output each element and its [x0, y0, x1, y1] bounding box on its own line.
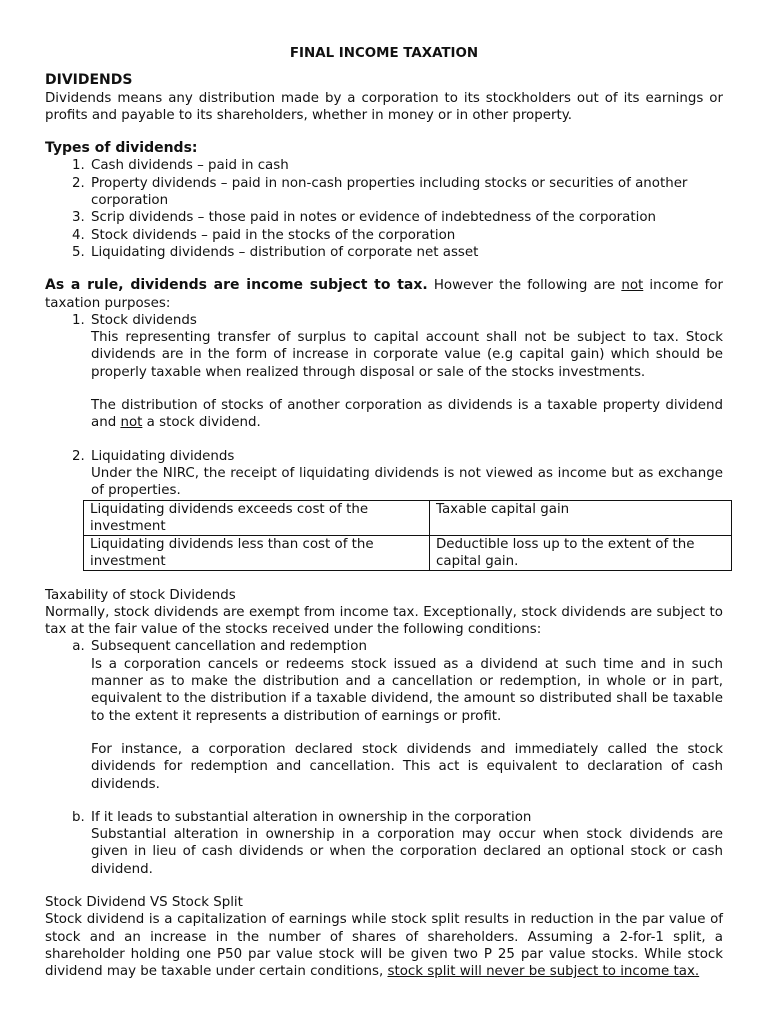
split-heading: Stock Dividend VS Stock Split — [45, 894, 243, 910]
list-item — [89, 312, 723, 448]
split-text: Stock dividend is a capitalization of earnings while stock split results in reduction in the par value of stock and an increase in the number of shares of shareholders. Assuming a 2-for-1 split, a shareholder holding one P50 par value stock will be given two P 25 par value stocks. While stock dividend may be taxable under certain conditions, — [45, 912, 723, 980]
list-item — [89, 809, 723, 878]
condition-b-label: b. If it leads to substantial alteration in ownership in the corporation — [91, 809, 532, 825]
liquidating-table — [83, 500, 732, 571]
liquidating-para: Under the NIRC, the receipt of liquidating dividends is not viewed as income but as exchange of properties. — [91, 465, 723, 499]
list-item — [89, 448, 723, 500]
rule-paragraph — [45, 277, 723, 312]
list-item: 4. Stock dividends – paid in the stocks of the corporation — [89, 227, 723, 244]
list-item: 5. Liquidating dividends – distribution of corporate net asset — [89, 244, 723, 261]
taxability-intro: Normally, stock dividends are exempt from income tax. Exceptionally, stock dividends are subject to tax at the fair value of the stocks received under the following conditions: — [45, 604, 723, 638]
split-underlined: stock split will never be subject to income tax. — [387, 964, 700, 980]
condition-a-para2: For instance, a corporation declared stock dividends and immediately called the stock dividends for redemption and cancellation. This act is equivalent to declaration of cash dividends. — [91, 741, 723, 792]
list-item: 3. Scrip dividends – those paid in notes or evidence of indebtedness of the corporation — [89, 209, 723, 226]
stock-dividends-label: 1. Stock dividends — [91, 312, 197, 328]
liquidating-label: 2. Liquidating dividends — [91, 448, 235, 464]
table-row — [84, 500, 732, 535]
rule-text-after: income for taxation purposes: — [45, 278, 723, 311]
condition-a-label: a. Subsequent cancellation and redemption — [91, 639, 367, 655]
condition-b-para: Substantial alteration in ownership in a corporation may occur when stock dividends are given in lieu of cash dividends or when the corporation declared an optional stock or cash dividend. — [91, 827, 723, 877]
para2-not-word: not — [120, 415, 143, 431]
table-cell: Taxable capital gain — [430, 500, 732, 535]
list-item: 2. Property dividends – paid in non-cash properties including stocks or securities of another corporation — [89, 175, 723, 210]
rule-not-word: not — [621, 278, 644, 294]
condition-a-para1: Is a corporation cancels or redeems stock issued as a dividend at such time and in such manner as to make the distribution and a cancellation or redemption, in whole or in part, equivalent to the distribution if a taxable dividend, the amount so distributed shall be taxable to the extent it represents a distribution of earnings or profit. — [91, 656, 723, 724]
para2-before: The distribution of stocks of another corporation as dividends is a taxable property dividend and — [91, 398, 723, 431]
list-item — [89, 638, 723, 808]
table-row — [84, 535, 732, 570]
stock-dividends-para1: This representing transfer of surplus to capital account shall not be subject to tax. Stock dividends are in the form of increase in corporate value (e.g capital gain) which should be properly taxable when realized through disposal or sale of the stocks investments. — [91, 330, 723, 380]
document-title: FINAL INCOME TAXATION — [289, 46, 479, 61]
stock-dividends-para2 — [91, 397, 723, 432]
types-heading: Types of dividends: — [45, 140, 198, 157]
dividends-definition: Dividends means any distribution made by a corporation to its stockholders out of its earnings or profits and payable to its shareholders, whether in money or in other property. — [45, 90, 723, 123]
list-item: 1. Cash dividends – paid in cash — [89, 157, 723, 174]
types-list — [45, 157, 723, 261]
table-cell: Liquidating dividends less than cost of the investment — [84, 535, 430, 570]
split-paragraph — [45, 911, 723, 980]
table-cell: Liquidating dividends exceeds cost of the investment — [84, 500, 430, 535]
table-cell: Deductible loss up to the extent of the capital gain. — [430, 535, 732, 570]
taxability-heading: Taxability of stock Dividends — [45, 587, 236, 603]
exceptions-list — [45, 312, 723, 500]
rule-bold: As a rule, dividends are income subject to tax. — [45, 277, 428, 294]
rule-text-before: However the following are — [427, 278, 622, 294]
dividends-heading: DIVIDENDS — [45, 72, 133, 89]
taxability-conditions — [45, 638, 723, 878]
document-page — [45, 45, 723, 980]
para2-after: a stock dividend. — [142, 415, 261, 431]
